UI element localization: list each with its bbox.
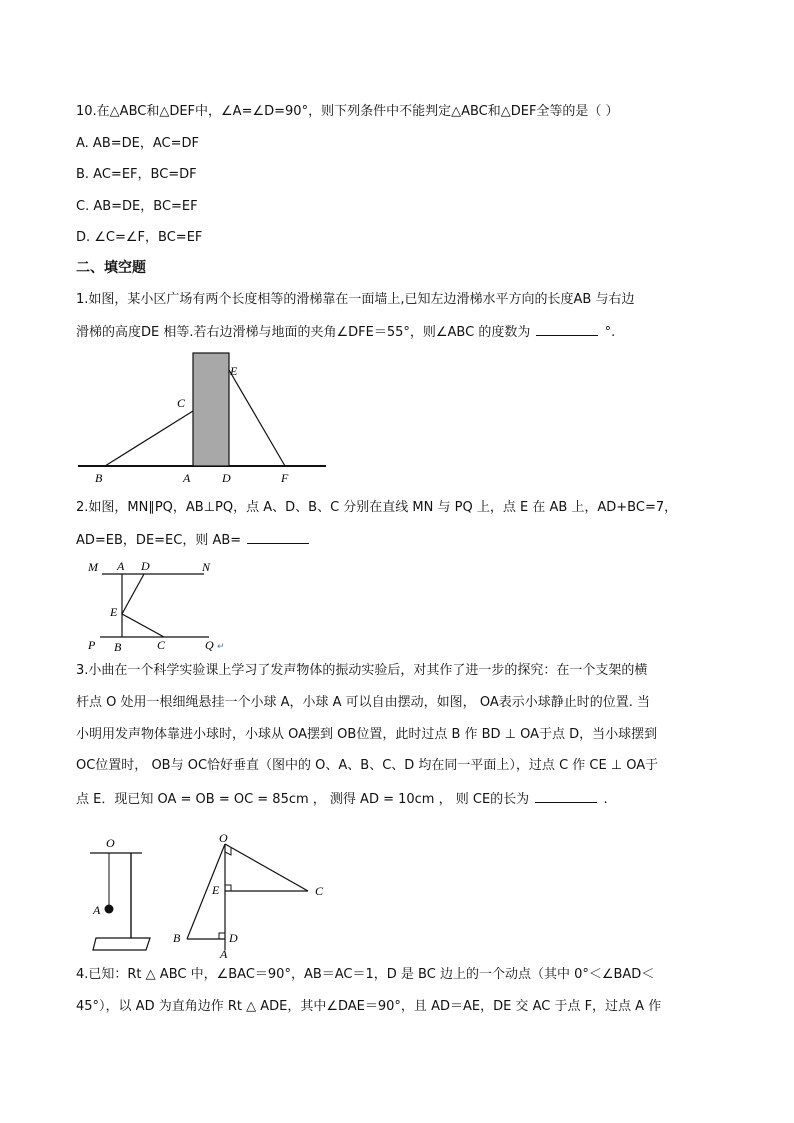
label-a: A xyxy=(220,947,228,960)
label-e: E xyxy=(110,605,118,619)
figure-slides xyxy=(70,348,340,488)
question-1-line2 xyxy=(76,323,615,341)
return-mark: ↵ xyxy=(217,642,225,652)
label-c: C xyxy=(315,884,324,898)
question-4-line2: 45°），以 AD 为直角边作 Rt △ ADE，其中∠DAE＝90°，且 AD＝AE，DE 交 AC 于点 F，过点 A 作 xyxy=(76,999,662,1014)
label-n: N xyxy=(202,560,211,574)
question-1-line2-end: °. xyxy=(604,325,616,340)
label-d: D xyxy=(222,471,231,485)
label-b: B xyxy=(95,471,103,485)
answer-blank[interactable] xyxy=(536,323,598,336)
label-p: P xyxy=(88,638,96,652)
question-1-line2-text: 滑梯的高度DE 相等.若右边滑梯与地面的夹角∠DFE＝55°，则∠ABC 的度数为 xyxy=(76,325,531,340)
question-3-line5-end: . xyxy=(603,792,608,807)
answer-blank[interactable] xyxy=(535,790,597,803)
label-m: M xyxy=(88,560,98,574)
q10-option-b: B. AC=EF，BC=DF xyxy=(76,167,197,182)
question-3-line5 xyxy=(76,790,608,808)
label-e: E xyxy=(230,364,238,378)
figure-pendulum-stand xyxy=(84,830,164,958)
label-a: A xyxy=(93,903,101,917)
question-2-line2 xyxy=(76,531,311,549)
label-a: A xyxy=(183,471,191,485)
question-10-stem: 10.在△ABC和△DEF中，∠A=∠D=90°，则下列条件中不能判定△ABC和△DEF全等的是（ ） xyxy=(76,104,619,119)
figure-triangle xyxy=(168,832,333,960)
figure-parallel-lines xyxy=(84,556,244,656)
q10-option-c: C. AB=DE，BC=EF xyxy=(76,199,198,214)
question-2-line2-text: AD=EB，DE=EC，则 AB= xyxy=(76,533,242,548)
label-b: B xyxy=(114,640,122,654)
label-o: O xyxy=(219,832,228,845)
question-3-line3: 小明用发声物体靠进小球时，小球从 OA摆到 OB位置，此时过点 B 作 BD ⊥ OA于点 D，当小球摆到 xyxy=(76,727,658,742)
section-title: 二、填空题 xyxy=(76,260,146,276)
q10-option-d: D. ∠C=∠F，BC=EF xyxy=(76,230,203,245)
question-4-line1: 4.已知：Rt △ ABC 中，∠BAC＝90°，AB＝AC＝1，D 是 BC 边上的一个动点（其中 0°＜∠BAD＜ xyxy=(76,967,655,982)
question-3-line1: 3.小曲在一个科学实验课上学习了发声物体的振动实验后，对其作了进一步的探究：在一个支架的横 xyxy=(76,663,648,678)
q10-option-a: A. AB=DE，AC=DF xyxy=(76,136,199,151)
question-2-line1: 2.如图，MN∥PQ，AB⊥PQ，点 A、D、B、C 分别在直线 MN 与 PQ 上，点 E 在 AB 上，AD+BC=7， xyxy=(76,500,678,515)
question-3-line4: OC位置时， OB与 OC恰好垂直（图中的 O、A、B、C、D 均在同一平面上），过点 C 作 CE ⊥ OA于 xyxy=(76,758,659,773)
label-o: O xyxy=(106,836,115,850)
label-c: C xyxy=(177,396,186,410)
label-c: C xyxy=(157,638,166,652)
label-b: B xyxy=(173,931,181,945)
question-3-line2: 杆点 O 处用一根细绳悬挂一个小球 A，小球 A 可以自由摆动，如图， OA表示小球静止时的位置. 当 xyxy=(76,695,650,710)
question-1-line1: 1.如图，某小区广场有两个长度相等的滑梯靠在一面墙上,已知左边滑梯水平方向的长度AB 与右边 xyxy=(76,292,635,307)
label-q: Q xyxy=(205,638,214,652)
question-3-line5-text: 点 E．现已知 OA = OB = OC = 85cm ， 测得 AD = 10cm ， 则 CE的长为 xyxy=(76,792,530,807)
label-d: D xyxy=(229,931,238,945)
label-a: A xyxy=(117,559,125,573)
answer-blank[interactable] xyxy=(247,531,309,544)
label-d: D xyxy=(141,559,150,573)
label-e: E xyxy=(212,883,220,897)
label-f: F xyxy=(281,471,289,485)
